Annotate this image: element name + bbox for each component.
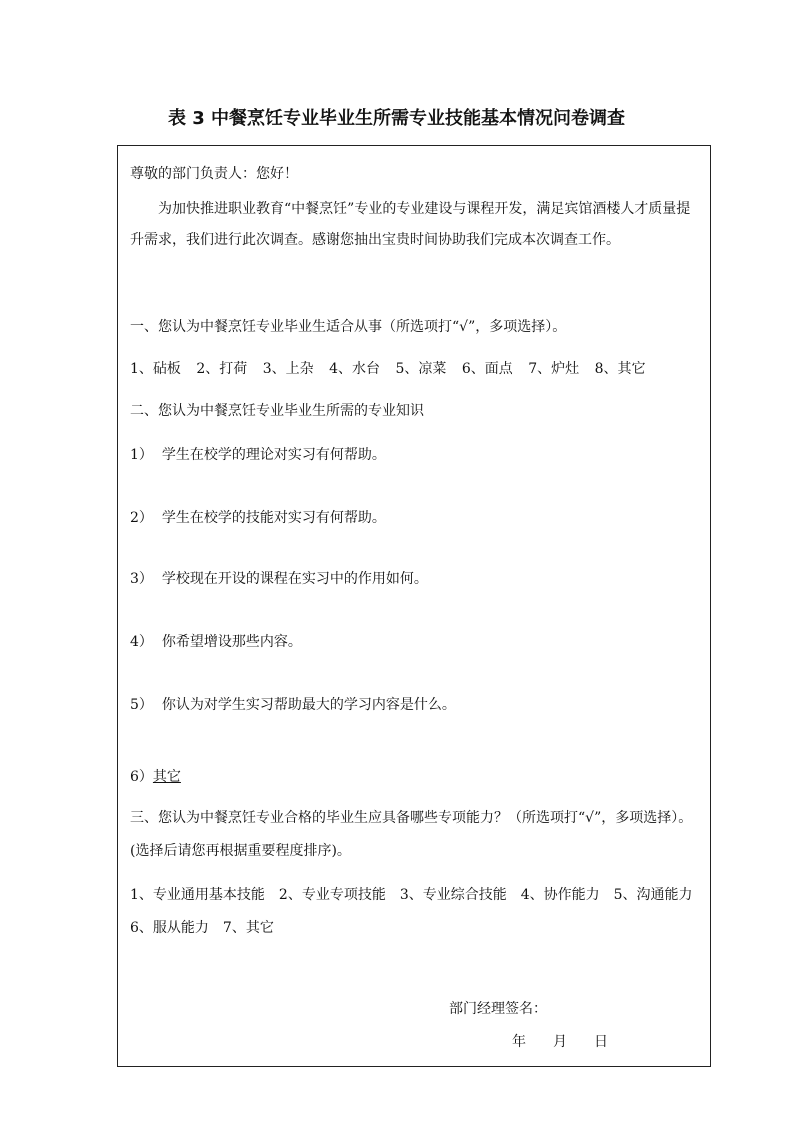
question-number: 5）: [130, 697, 153, 713]
option-item[interactable]: 1、砧板: [130, 361, 181, 377]
option-item[interactable]: 2、打荷: [196, 361, 248, 377]
question-number: 3）: [130, 571, 153, 587]
manager-signature-label: 部门经理签名：: [449, 1001, 547, 1017]
question-number: 6）: [130, 769, 153, 785]
question-text: 你希望增设那些内容。: [161, 634, 302, 650]
date-month: 月: [553, 1034, 567, 1050]
question-number: 2）: [130, 510, 153, 526]
option-item[interactable]: 8、其它: [594, 361, 646, 377]
question-item: [130, 635, 302, 649]
section1-heading: 一、您认为中餐烹饪专业毕业生适合从事（所选项打“√”，多项选择）。: [130, 319, 567, 335]
question-text: 学生在校学的技能对实习有何帮助。: [161, 510, 386, 526]
question-text: 学校现在开设的课程在实习中的作用如何。: [161, 571, 428, 587]
date-day: 日: [594, 1034, 608, 1050]
option-item[interactable]: 3、上杂: [262, 361, 314, 377]
greeting: 尊敬的部门负责人：您好！: [130, 166, 298, 182]
section3-heading: 三、您认为中餐烹饪专业合格的毕业生应具备哪些专项能力？（所选项打“√”，多项选择）。(选择后请您再根据重要程度排序)。: [130, 810, 693, 859]
intro-paragraph: 为加快推进职业教育“中餐烹饪”专业的专业建设与课程开发，满足宾馆酒楼人才质量提升需求，我们进行此次调查。感谢您抽出宝贵时间协助我们完成本次调查工作。: [130, 201, 691, 248]
section3-options: 1、专业通用基本技能 2、专业专项技能 3、专业综合技能 4、协作能力 5、沟通能力 6、服从能力 7、其它: [130, 887, 707, 936]
question-number: 1）: [130, 447, 153, 463]
page-title: 表 3 中餐烹饪专业毕业生所需专业技能基本情况问卷调查: [167, 108, 626, 129]
other-label: 其它: [152, 769, 181, 785]
question-other: [130, 770, 181, 784]
question-item: [130, 511, 386, 525]
question-number: 4）: [130, 634, 153, 650]
option-item[interactable]: 5、凉菜: [395, 361, 447, 377]
date-year: 年: [512, 1034, 526, 1050]
question-text: 你认为对学生实习帮助最大的学习内容是什么。: [161, 697, 456, 713]
section1-options: [130, 362, 657, 376]
option-item[interactable]: 7、炉灶: [528, 361, 580, 377]
question-item: [130, 572, 428, 586]
question-item: [130, 448, 386, 462]
option-item[interactable]: 6、面点: [461, 361, 513, 377]
question-text: 学生在校学的理论对实习有何帮助。: [161, 447, 386, 463]
survey-form-box: [117, 145, 711, 1067]
option-item[interactable]: 4、水台: [329, 361, 381, 377]
question-item: [130, 698, 456, 712]
section2-heading: 二、您认为中餐烹饪专业毕业生所需的专业知识: [130, 403, 424, 419]
